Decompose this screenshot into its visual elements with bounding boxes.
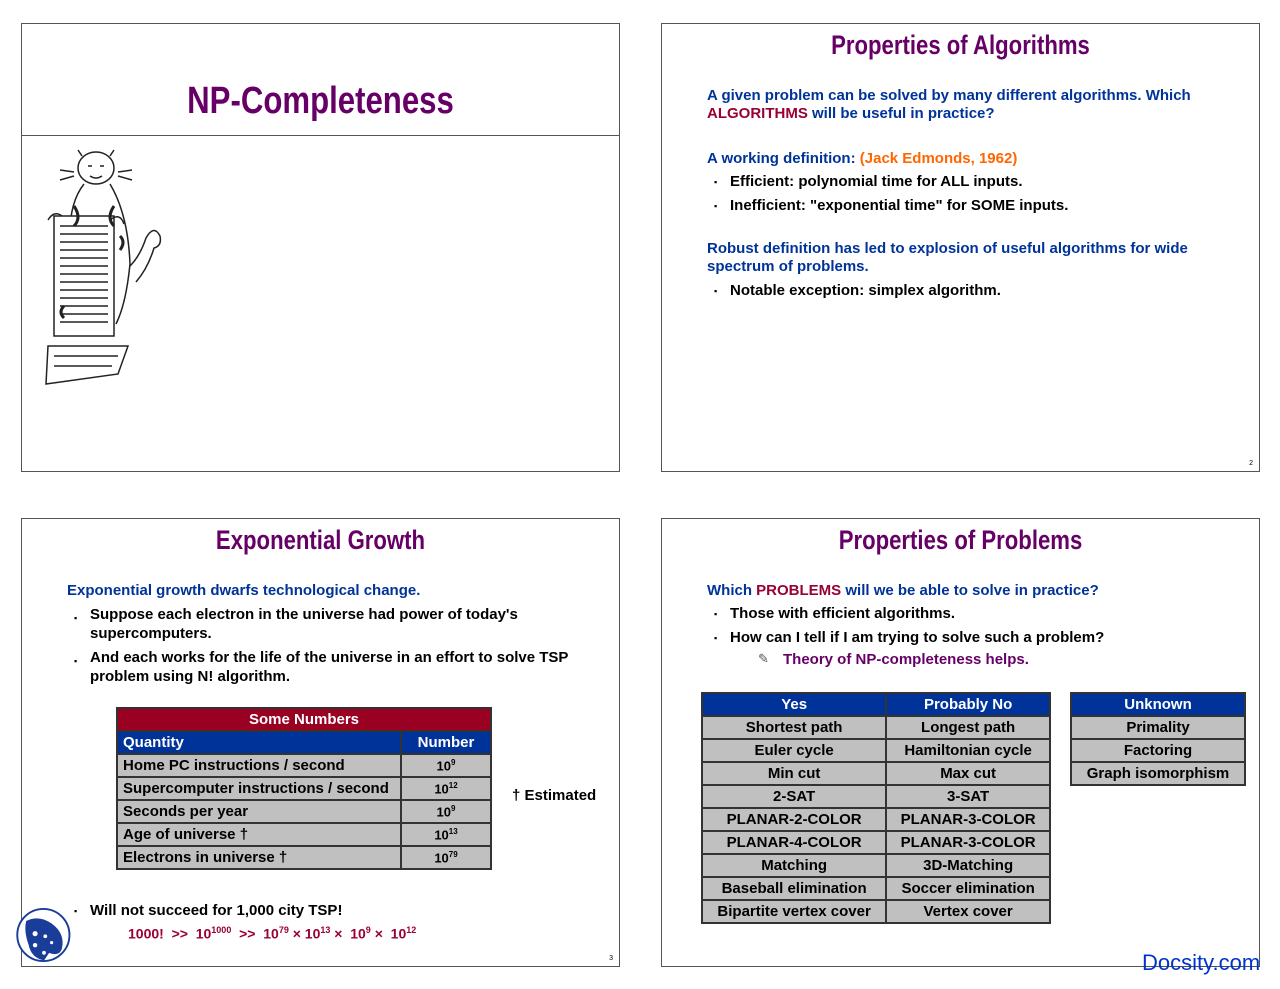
- definition-label: A working definition:: [707, 150, 860, 167]
- docsity-watermark[interactable]: Docsity.com: [1142, 950, 1261, 975]
- intro-line: A given problem can be solved by many different algorithms. Which: [707, 87, 1191, 104]
- yes-cell: PLANAR-2-COLOR: [702, 808, 886, 831]
- slide-title: NP-Completeness: [187, 80, 454, 122]
- divider: [22, 135, 619, 136]
- page-number: 2: [1249, 460, 1253, 467]
- table-row: [117, 800, 491, 823]
- exponent: 9: [451, 757, 456, 767]
- table-row: [702, 831, 1050, 854]
- table-row: [702, 854, 1050, 877]
- unknown-table: [1070, 692, 1246, 786]
- exponent: 13: [448, 826, 458, 836]
- robust-line-1: Robust definition has led to explosion of useful algorithms for wide: [707, 240, 1188, 257]
- bullet-efficient: ▪ Those with efficient algorithms.: [730, 605, 955, 622]
- question-text: [707, 582, 1099, 599]
- f: 1000! >> 10: [128, 925, 212, 942]
- base: 10: [434, 781, 449, 797]
- docsity-logo-icon: [16, 907, 72, 963]
- estimated-note: † Estimated: [512, 787, 597, 804]
- probably-no-cell: Soccer elimination: [886, 877, 1050, 900]
- f: 9: [365, 925, 371, 935]
- probably-no-cell: 3-SAT: [886, 785, 1050, 808]
- bullet-efficient: ▪ Efficient: polynomial time for ALL inputs.: [730, 173, 1023, 190]
- table-row: [702, 739, 1050, 762]
- working-definition: [707, 150, 1017, 167]
- yes-cell: 2-SAT: [702, 785, 886, 808]
- unknown-cell: Graph isomorphism: [1071, 762, 1245, 785]
- bullet-electron: ▪ Suppose each electron in the universe had power of today's supercomputers.: [90, 605, 550, 643]
- probably-no-cell: Vertex cover: [886, 900, 1050, 923]
- bullet-how: ▪ How can I tell if I am trying to solve such a problem?: [730, 629, 1104, 646]
- yes-cell: PLANAR-4-COLOR: [702, 831, 886, 854]
- some-numbers-table: [116, 707, 492, 870]
- q: will we be able to solve in practice?: [841, 582, 1099, 599]
- bullet-lifetime: ▪ And each works for the life of the universe in an effort to solve TSP problem using N! algorithm.: [90, 648, 570, 686]
- quantity-cell: Home PC instructions / second: [117, 754, 401, 777]
- bullet-exception: ▪ Notable exception: simplex algorithm.: [730, 282, 1001, 299]
- base: 10: [436, 804, 451, 820]
- intro-line-end: will be useful in practice?: [807, 105, 995, 122]
- unknown-cell: Primality: [1071, 716, 1245, 739]
- table-row: [702, 762, 1050, 785]
- table-caption: Some Numbers: [117, 708, 491, 731]
- definition-credit: (Jack Edmonds, 1962): [859, 150, 1018, 167]
- factorial-formula: [128, 925, 416, 942]
- header-number: Number: [401, 731, 491, 754]
- yes-cell: Min cut: [702, 762, 886, 785]
- intro-text: [707, 87, 1191, 123]
- q: Which: [707, 582, 757, 599]
- slide-title: Properties of Algorithms: [831, 30, 1090, 60]
- f: 12: [406, 925, 417, 935]
- quantity-cell: Age of universe †: [117, 823, 401, 846]
- base: 10: [434, 827, 449, 843]
- pencil-icon: ✎: [758, 651, 769, 666]
- probably-no-cell: 3D-Matching: [886, 854, 1050, 877]
- problems-table: [701, 692, 1051, 924]
- table-row: [1071, 716, 1245, 739]
- slide-np-completeness: [21, 23, 620, 472]
- table-row: [702, 808, 1050, 831]
- exponent: 79: [448, 849, 458, 859]
- tiger-reading-scroll-illustration: [44, 146, 189, 391]
- probably-no-cell: Max cut: [886, 762, 1050, 785]
- base: 10: [436, 758, 451, 774]
- table-row: [702, 785, 1050, 808]
- header-yes: Yes: [702, 693, 886, 716]
- yes-cell: Bipartite vertex cover: [702, 900, 886, 923]
- robust-definition: [707, 240, 1188, 276]
- table-row: [117, 846, 491, 869]
- table-row: [1071, 739, 1245, 762]
- f: × 10: [288, 925, 321, 942]
- yes-cell: Shortest path: [702, 716, 886, 739]
- bullet-inefficient: ▪ Inefficient: "exponential time" for SOME inputs.: [730, 197, 1068, 214]
- probably-no-cell: Hamiltonian cycle: [886, 739, 1050, 762]
- robust-line-2: spectrum of problems.: [707, 258, 869, 275]
- problems-emphasis: PROBLEMS: [756, 582, 842, 599]
- table-row: [702, 900, 1050, 923]
- yes-cell: Euler cycle: [702, 739, 886, 762]
- number-cell: [401, 754, 491, 777]
- header-quantity: Quantity: [117, 731, 401, 754]
- number-cell: [401, 800, 491, 823]
- probably-no-cell: PLANAR-3-COLOR: [886, 831, 1050, 854]
- quantity-cell: Electrons in universe †: [117, 846, 401, 869]
- f: 79: [278, 925, 289, 935]
- f: × 10: [330, 925, 366, 942]
- intro-text: Exponential growth dwarfs technological change.: [67, 582, 421, 599]
- exponent: 12: [448, 780, 458, 790]
- slide-title: Exponential Growth: [215, 525, 426, 555]
- number-cell: [401, 777, 491, 800]
- f: 1000: [211, 925, 232, 935]
- yes-cell: Matching: [702, 854, 886, 877]
- number-cell: [401, 846, 491, 869]
- header-probably-no: Probably No: [886, 693, 1050, 716]
- sub-bullet-theory: Theory of NP-completeness helps.: [783, 651, 1029, 668]
- table-row: [117, 777, 491, 800]
- table-row: [117, 754, 491, 777]
- f: >> 10: [231, 925, 279, 942]
- probably-no-cell: Longest path: [886, 716, 1050, 739]
- slide-title: Properties of Problems: [838, 525, 1083, 555]
- f: × 10: [370, 925, 407, 942]
- probably-no-cell: PLANAR-3-COLOR: [886, 808, 1050, 831]
- slide-properties-of-algorithms: [661, 23, 1260, 472]
- unknown-cell: Factoring: [1071, 739, 1245, 762]
- bullet-conclusion: ▪ Will not succeed for 1,000 city TSP!: [90, 902, 342, 919]
- f: 13: [320, 925, 331, 935]
- table-row: [702, 716, 1050, 739]
- number-cell: [401, 823, 491, 846]
- page-number: 3: [609, 955, 613, 962]
- table-row: [117, 823, 491, 846]
- table-row: [1071, 762, 1245, 785]
- quantity-cell: Seconds per year: [117, 800, 401, 823]
- yes-cell: Baseball elimination: [702, 877, 886, 900]
- base: 10: [434, 850, 449, 866]
- algorithms-emphasis: ALGORITHMS: [707, 105, 808, 122]
- header-unknown: Unknown: [1071, 693, 1245, 716]
- quantity-cell: Supercomputer instructions / second: [117, 777, 401, 800]
- table-row: [702, 877, 1050, 900]
- exponent: 9: [451, 803, 456, 813]
- slide-properties-of-problems: [661, 518, 1260, 967]
- slide-exponential-growth: [21, 518, 620, 967]
